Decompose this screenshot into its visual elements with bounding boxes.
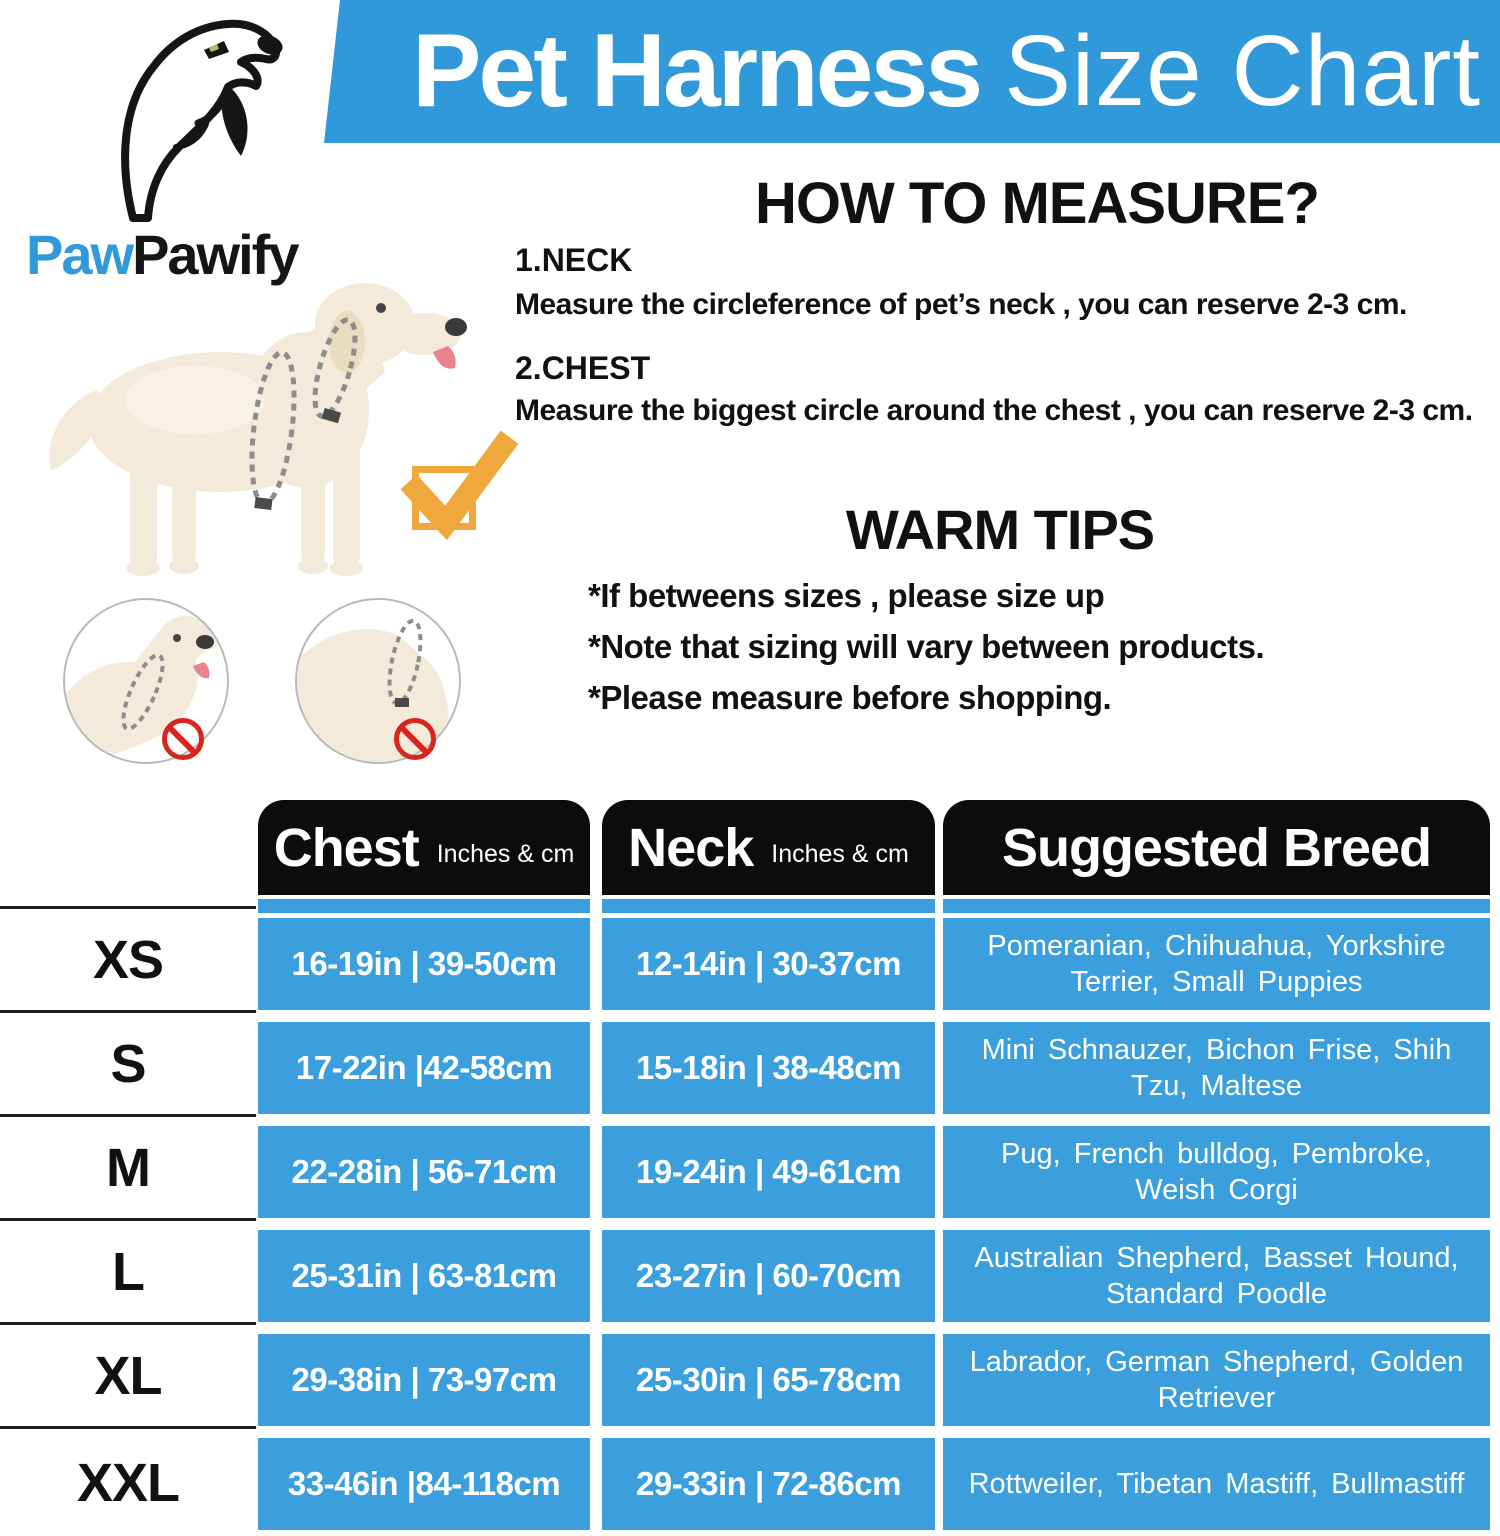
- step-neck-text: Measure the circleference of pet’s neck , you can reserve 2-3 cm.: [515, 288, 1407, 321]
- chest-cell-s: 17-22in |42-58cm: [258, 1022, 590, 1114]
- size-label-xs: XS: [0, 906, 256, 1010]
- chest-cell-xs: 16-19in | 39-50cm: [258, 918, 590, 1010]
- prohibition-icon: [394, 718, 436, 760]
- chest-header-subtitle: Inches & cm: [436, 840, 575, 868]
- warm-tip-1: *If betweens sizes , please size up: [588, 577, 1105, 614]
- column-header-chest: [258, 800, 590, 895]
- breed-cell-xs: Pomeranian, Chihuahua, Yorkshire Terrier, Small Puppies: [943, 918, 1490, 1010]
- how-to-measure-heading: HOW TO MEASURE?: [755, 171, 1319, 236]
- header-underline-bar: [258, 899, 590, 913]
- neck-cell-xxl: 29-33in | 72-86cm: [602, 1438, 935, 1530]
- breed-cell-l: Australian Shepherd, Basset Hound, Standard Poodle: [943, 1230, 1490, 1322]
- neck-header-subtitle: Inches & cm: [771, 840, 909, 868]
- page-title: [412, 0, 1481, 143]
- breed-cell-s: Mini Schnauzer, Bichon Frise, Shih Tzu, Maltese: [943, 1022, 1490, 1114]
- neck-header-title: Neck: [628, 817, 754, 878]
- brand-dog-logo-icon: [78, 6, 288, 224]
- neck-cell-xs: 12-14in | 30-37cm: [602, 918, 935, 1010]
- column-header-neck: [602, 800, 935, 895]
- header-underline-bar: [602, 899, 935, 913]
- warm-tip-2: *Note that sizing will vary between products.: [588, 628, 1265, 665]
- warm-tips-list: [588, 570, 1468, 723]
- chest-header-title: Chest: [273, 817, 419, 878]
- size-label-xl: XL: [0, 1322, 256, 1426]
- breed-cell-xxl: Rottweiler, Tibetan Mastiff, Bullmastiff: [943, 1438, 1490, 1530]
- chest-cell-l: 25-31in | 63-81cm: [258, 1230, 590, 1322]
- step-neck-label: 1.NECK: [515, 242, 633, 278]
- brand-name-pawify: Pawify: [132, 223, 298, 286]
- header-underline-bar: [943, 899, 1490, 913]
- neck-cell-s: 15-18in | 38-48cm: [602, 1022, 935, 1114]
- warm-tips-heading: WARM TIPS: [845, 498, 1155, 561]
- page-title-bold: Pet Harness: [412, 13, 981, 129]
- size-label-m: M: [0, 1114, 256, 1218]
- breed-header-title: Suggested Breed: [1001, 817, 1432, 878]
- page-title-light: Size Chart: [1004, 15, 1482, 127]
- neck-cell-l: 23-27in | 60-70cm: [602, 1230, 935, 1322]
- brand-name-paw: Paw: [26, 223, 133, 286]
- size-label-s: S: [0, 1010, 256, 1114]
- wrong-measure-inset-shoulder: [295, 598, 461, 764]
- wrong-measure-inset-neck: [63, 598, 229, 764]
- chest-cell-xl: 29-38in | 73-97cm: [258, 1334, 590, 1426]
- size-label-l: L: [0, 1218, 256, 1322]
- warm-tip-3: *Please measure before shopping.: [588, 679, 1112, 716]
- checkmark-icon: [398, 428, 518, 538]
- chest-cell-xxl: 33-46in |84-118cm: [258, 1438, 590, 1530]
- column-header-breed: [943, 800, 1490, 895]
- step-chest-text: Measure the biggest circle around the chest , you can reserve 2-3 cm.: [515, 394, 1473, 427]
- breed-cell-m: Pug, French bulldog, Pembroke, Weish Corgi: [943, 1126, 1490, 1218]
- size-label-xxl: XXL: [0, 1426, 256, 1536]
- chest-cell-m: 22-28in | 56-71cm: [258, 1126, 590, 1218]
- step-chest-label: 2.CHEST: [515, 350, 651, 386]
- neck-cell-m: 19-24in | 49-61cm: [602, 1126, 935, 1218]
- neck-cell-xl: 25-30in | 65-78cm: [602, 1334, 935, 1426]
- prohibition-icon: [162, 718, 204, 760]
- breed-cell-xl: Labrador, German Shepherd, Golden Retriever: [943, 1334, 1490, 1426]
